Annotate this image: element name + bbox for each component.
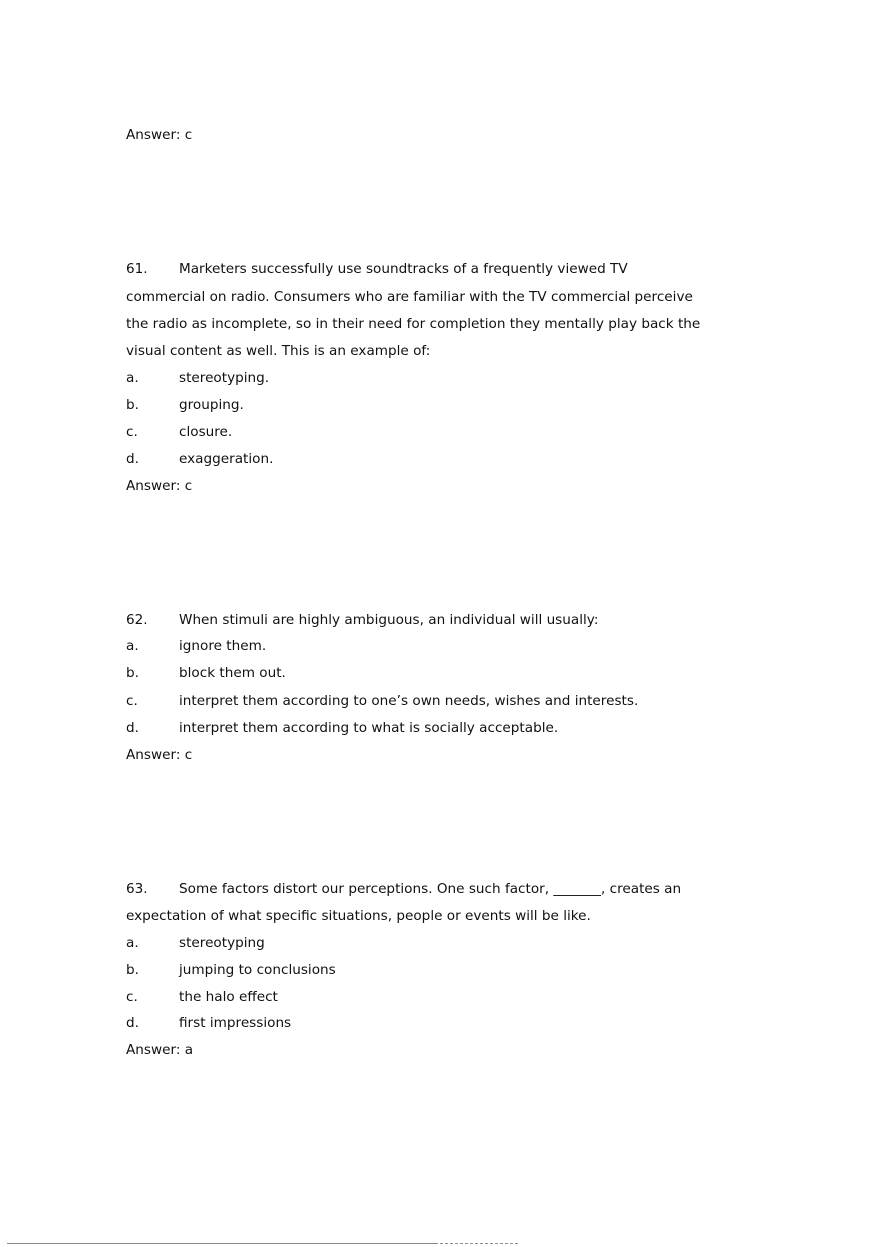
question-number: 61. — [126, 261, 148, 277]
option-text: the halo effect — [179, 989, 278, 1005]
option-text: jumping to conclusions — [179, 962, 336, 978]
option-letter: d. — [126, 1015, 139, 1031]
option-letter: c. — [126, 989, 138, 1005]
option-text: block them out. — [179, 665, 286, 681]
question-number: 62. — [126, 612, 148, 628]
option-letter: b. — [126, 665, 139, 681]
option-letter: a. — [126, 638, 139, 654]
option-text: exaggeration. — [179, 451, 274, 467]
option-text: stereotyping. — [179, 370, 270, 386]
option-letter: c. — [126, 424, 138, 440]
option-letter: d. — [126, 451, 139, 467]
footer-divider-dotted — [435, 1243, 518, 1244]
answer-line: Answer: c — [126, 127, 193, 143]
option-text: grouping. — [179, 397, 244, 413]
option-text: ignore them. — [179, 638, 267, 654]
question-text: Some factors distort our perceptions. One such factor, _______, creates an — [179, 881, 682, 897]
answer-line: Answer: a — [126, 1042, 194, 1058]
option-text: first impressions — [179, 1015, 292, 1031]
option-letter: d. — [126, 720, 139, 736]
question-text: expectation of what specific situations, people or events will be like. — [126, 908, 591, 924]
question-text: When stimuli are highly ambiguous, an individual will usually: — [179, 612, 599, 628]
option-text: interpret them according to what is socially acceptable. — [179, 720, 559, 736]
option-letter: c. — [126, 693, 138, 709]
question-number: 63. — [126, 881, 148, 897]
question-text: commercial on radio. Consumers who are familiar with the TV commercial perceive — [126, 289, 693, 305]
option-text: closure. — [179, 424, 233, 440]
option-letter: b. — [126, 397, 139, 413]
option-letter: b. — [126, 962, 139, 978]
option-letter: a. — [126, 370, 139, 386]
option-text: stereotyping — [179, 935, 265, 951]
footer-divider — [7, 1243, 435, 1244]
question-text: the radio as incomplete, so in their need for completion they mentally play back the — [126, 316, 701, 332]
option-text: interpret them according to one’s own needs, wishes and interests. — [179, 693, 639, 709]
question-text: visual content as well. This is an example of: — [126, 343, 431, 359]
question-text: Marketers successfully use soundtracks of a frequently viewed TV — [179, 261, 628, 277]
option-letter: a. — [126, 935, 139, 951]
answer-line: Answer: c — [126, 747, 193, 763]
answer-line: Answer: c — [126, 478, 193, 494]
